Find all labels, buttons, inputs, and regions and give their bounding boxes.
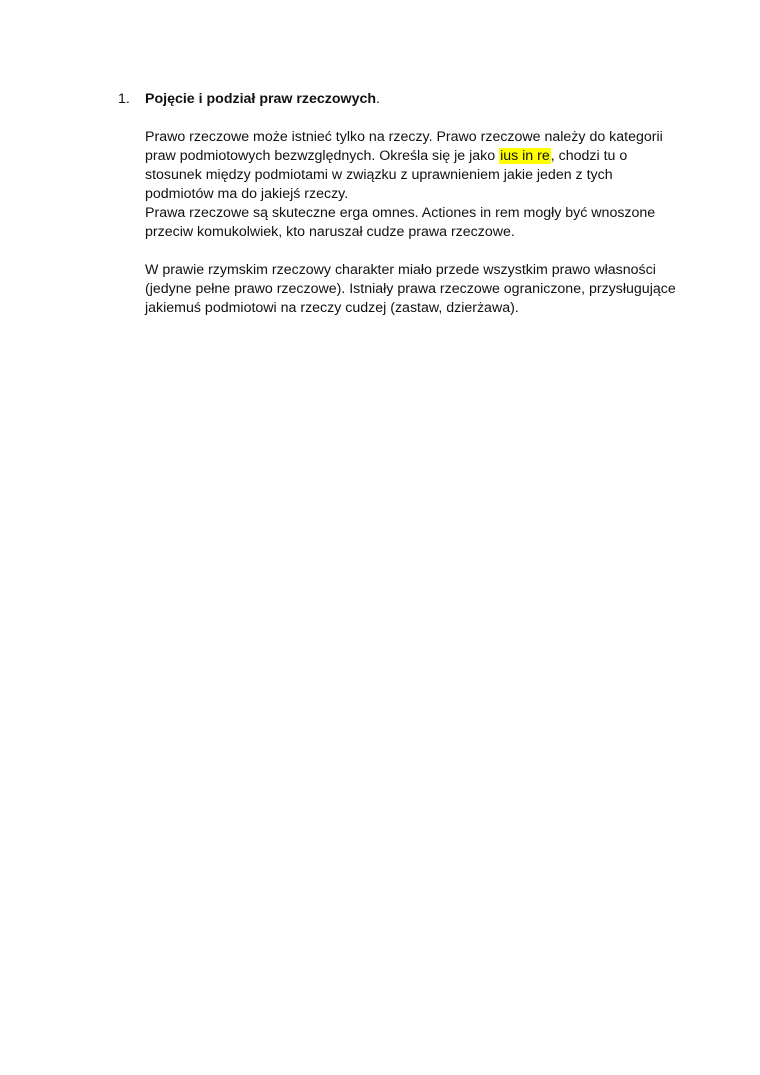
section-title: [145, 90, 380, 109]
paragraph-line: [145, 147, 690, 166]
list-number: 1.: [118, 91, 130, 107]
section-title-period: .: [376, 91, 380, 107]
paragraph-line: W prawie rzymskim rzeczowy charakter miało przede wszystkim prawo własności: [145, 262, 656, 278]
paragraph-line: (jedyne pełne prawo rzeczowe). Istniały prawa rzeczowe ograniczone, przysługujące: [145, 281, 676, 297]
section-title-text: Pojęcie i podział praw rzeczowych: [145, 91, 377, 107]
paragraph-line: jakiemuś podmiotowi na rzeczy cudzej (zastaw, dzierżawa).: [145, 300, 519, 316]
section-content: [145, 128, 690, 318]
paragraph-definition: [145, 128, 690, 242]
paragraph-line: podmiotów ma do jakiejś rzeczy.: [145, 186, 349, 202]
paragraph-spacer: [145, 242, 690, 261]
highlighted-term: ius in re: [500, 148, 550, 164]
paragraph-line: przeciw komukolwiek, kto naruszał cudze prawa rzeczowe.: [145, 224, 515, 240]
text-before-highlight: praw podmiotowych bezwzględnych. Określa się je jako: [145, 148, 500, 164]
text-after-highlight: , chodzi tu o: [550, 148, 628, 164]
paragraph-line: Prawa rzeczowe są skuteczne erga omnes. Actiones in rem mogły być wnoszone: [145, 205, 656, 221]
paragraph-roman-law: [145, 261, 690, 318]
paragraph-line: stosunek między podmiotami w związku z uprawnieniem jakie jeden z tych: [145, 167, 613, 183]
paragraph-line: Prawo rzeczowe może istnieć tylko na rzeczy. Prawo rzeczowe należy do kategorii: [145, 129, 663, 145]
